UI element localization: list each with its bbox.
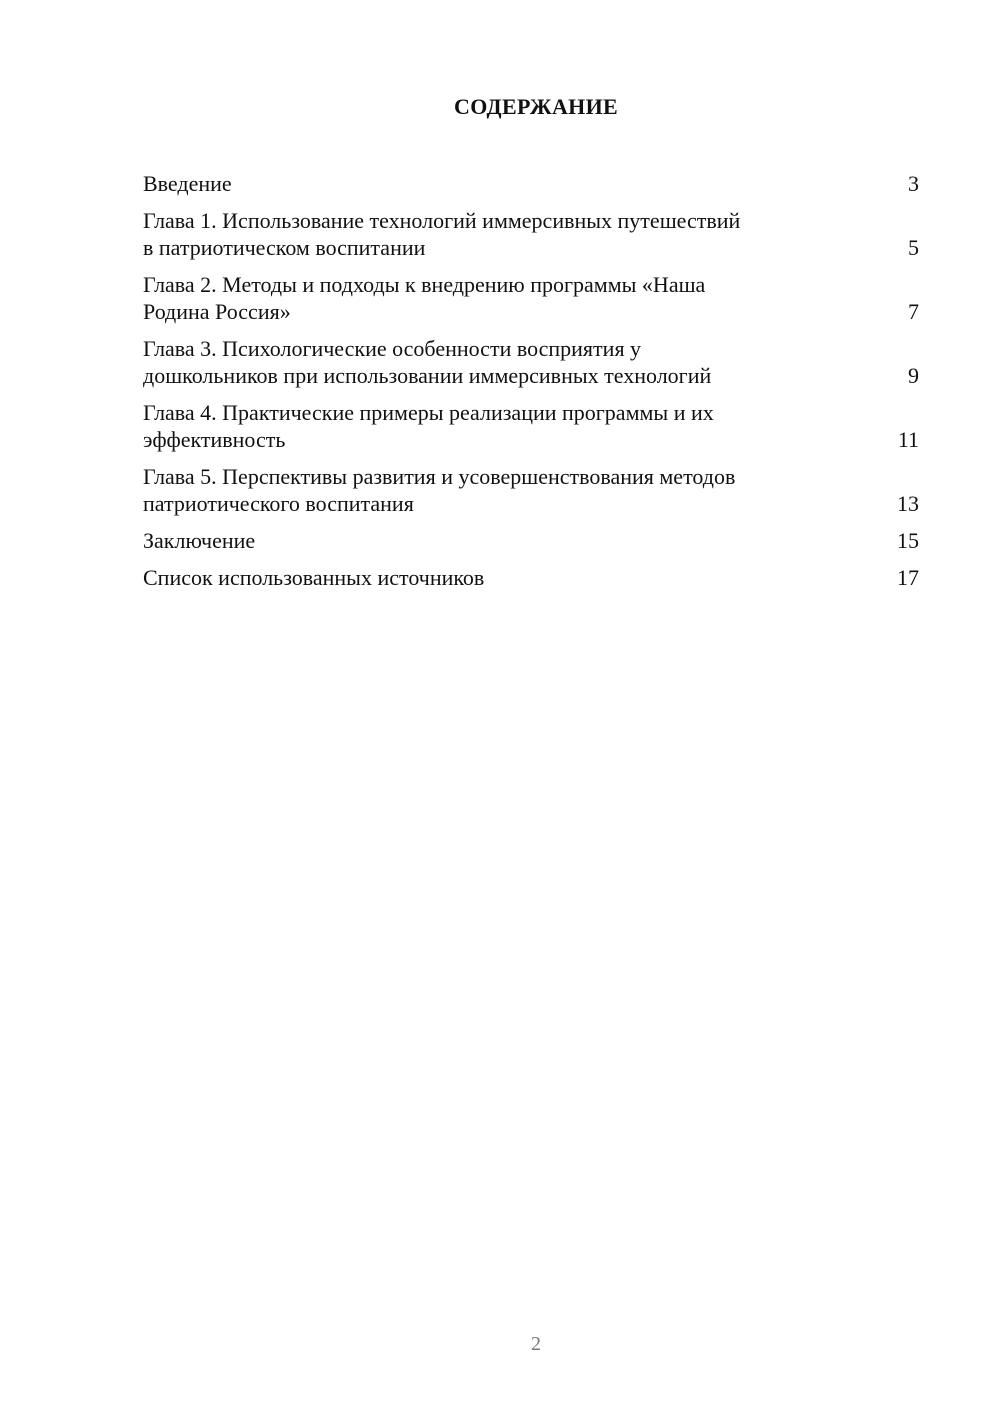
toc-entry-page-number: 13 (897, 491, 919, 516)
toc-entry-page-number: 9 (908, 363, 919, 388)
page-number: 2 (531, 1333, 541, 1355)
toc-entry-page-number: 7 (908, 299, 919, 324)
table-of-contents (143, 170, 919, 601)
toc-entry-text: Введение (143, 171, 232, 196)
toc-entry-text: Глава 5. Перспективы развития и усовершенствования методов патриотического воспитания (143, 464, 736, 516)
page-title: СОДЕРЖАНИЕ (454, 94, 618, 119)
toc-entry-references (143, 564, 919, 591)
toc-entry-page-number: 3 (908, 171, 919, 196)
toc-entry-page-number: 15 (897, 528, 919, 553)
toc-entry-text: Глава 3. Психологические особенности восприятия у дошкольников при использовании иммерсивных технологий (143, 336, 712, 388)
toc-entry-text: Глава 4. Практические примеры реализации программы и их эффективность (143, 400, 714, 452)
toc-entry-text: Список использованных источников (143, 565, 485, 590)
toc-entry-chapter-3 (143, 335, 919, 389)
toc-entry-text: Заключение (143, 528, 256, 553)
toc-entry-text: Глава 2. Методы и подходы к внедрению программы «Наша Родина Россия» (143, 272, 706, 324)
toc-entry-chapter-2 (143, 271, 919, 325)
toc-entry-page-number: 5 (908, 235, 919, 260)
toc-entry-text: Глава 1. Использование технологий иммерсивных путешествий в патриотическом воспитании (143, 208, 741, 260)
toc-entry-chapter-5 (143, 463, 919, 517)
toc-entry-conclusion (143, 527, 919, 554)
toc-entry-chapter-4 (143, 399, 919, 453)
toc-entry-chapter-1 (143, 207, 919, 261)
toc-entry-page-number: 17 (897, 565, 919, 590)
toc-entry-page-number: 11 (897, 427, 919, 452)
toc-entry-introduction (143, 170, 919, 197)
